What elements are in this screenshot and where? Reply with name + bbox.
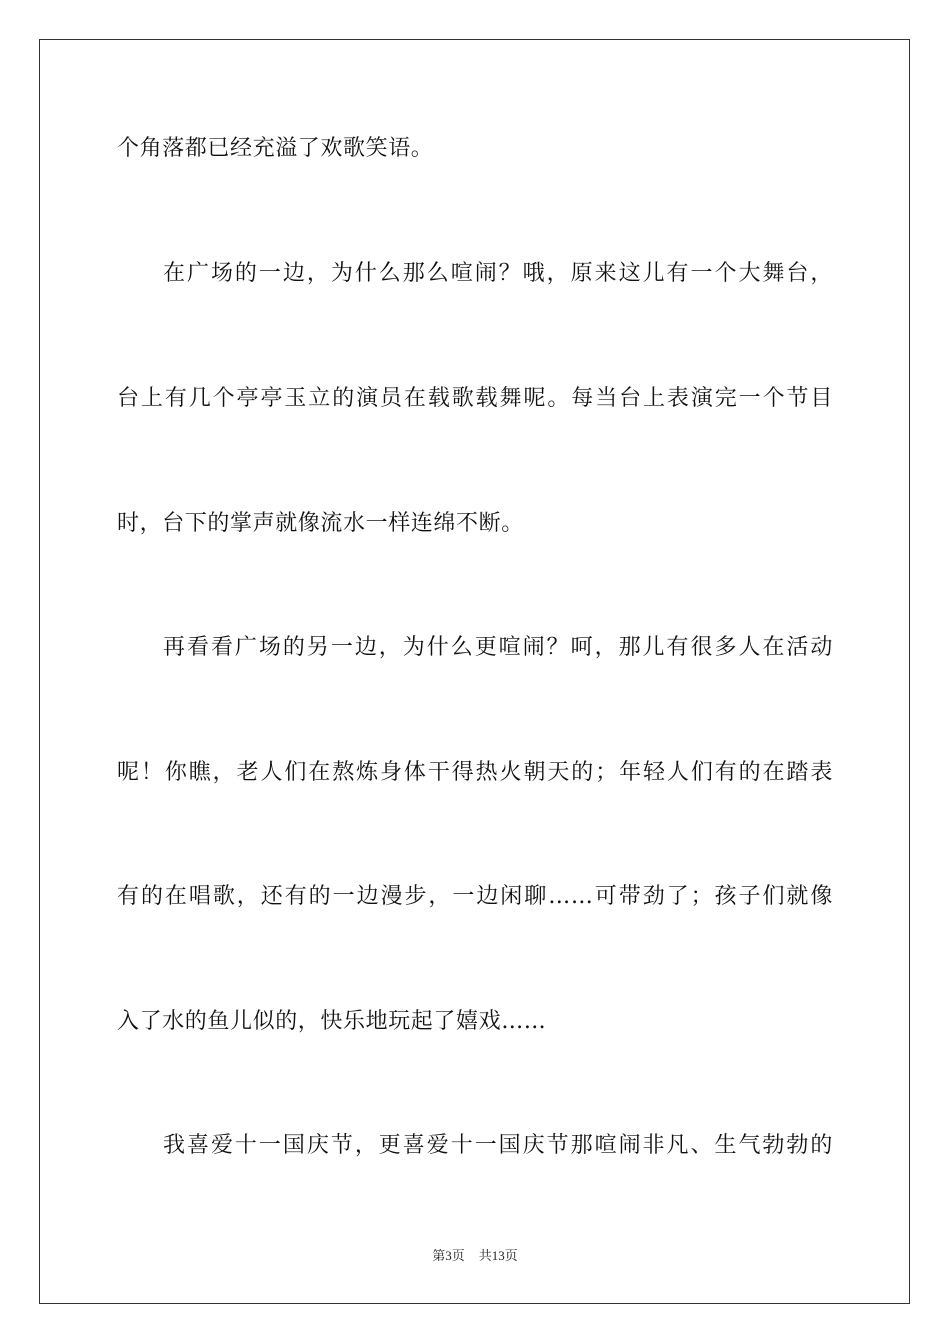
page-footer <box>0 1247 950 1265</box>
text-line: 台上有几个亭亭玉立的演员在载歌载舞呢。每当台上表演完一个节目 <box>117 386 833 411</box>
text-line: 有的在唱歌，还有的一边漫步，一边闲聊……可带劲了；孩子们就像 <box>117 884 833 909</box>
text-line: 在广场的一边，为什么那么喧闹？哦，原来这儿有一个大舞台， <box>163 261 833 286</box>
text-line: 入了水的鱼儿似的，快乐地玩起了嬉戏…… <box>117 1009 547 1034</box>
text-line: 我喜爱十一国庆节，更喜爱十一国庆节那喧闹非凡、生气勃勃的 <box>163 1133 833 1158</box>
page-total: 共13页 <box>478 1248 518 1263</box>
page-number: 第3页 <box>432 1248 465 1263</box>
page-frame <box>39 39 910 1304</box>
text-line: 时，台下的掌声就像流水一样连绵不断。 <box>117 511 524 536</box>
text-line: 个角落都已经充溢了欢歌笑语。 <box>117 136 434 161</box>
text-line: 呢！你瞧，老人们在熬炼身体干得热火朝天的；年轻人们有的在踏表 <box>117 760 833 785</box>
text-line: 再看看广场的另一边，为什么更喧闹？呵，那儿有很多人在活动 <box>163 635 833 660</box>
